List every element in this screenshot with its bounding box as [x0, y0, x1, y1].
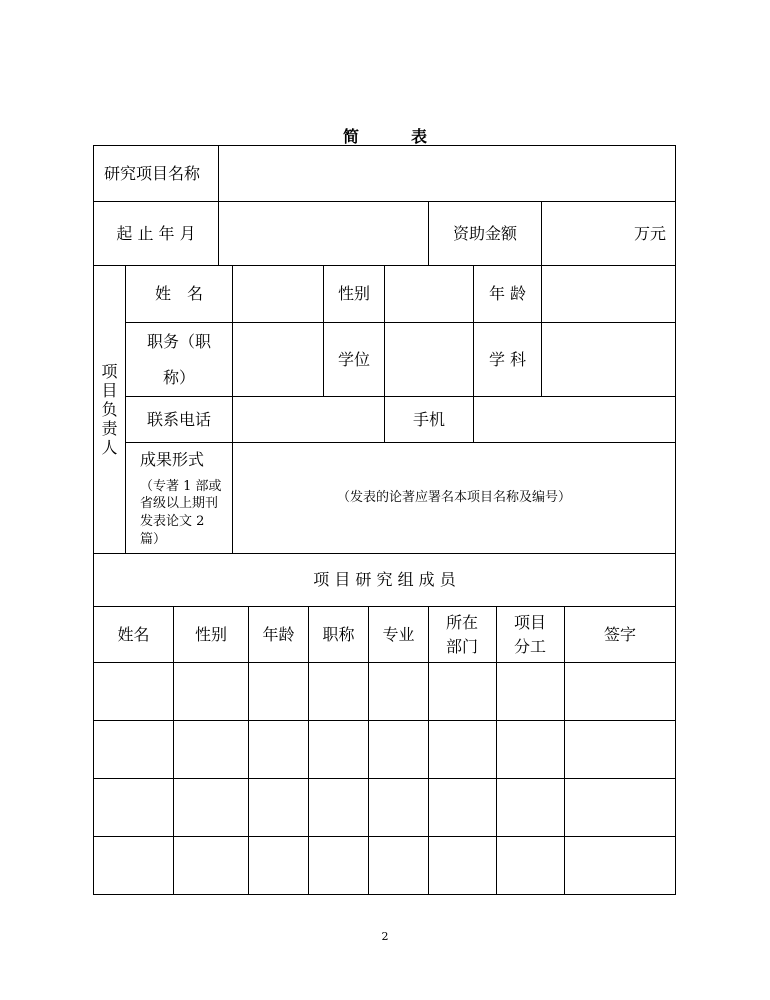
funding-field[interactable]: 万元 [633, 223, 666, 243]
results-label-cell [126, 443, 232, 553]
member-cell[interactable] [497, 837, 564, 894]
member-cell[interactable] [565, 663, 675, 720]
member-cell[interactable] [565, 779, 675, 836]
member-cell[interactable] [369, 663, 428, 720]
gender-label: 性别 [337, 284, 370, 303]
member-cell[interactable] [309, 663, 368, 720]
column-header-department: 所在部门 [445, 613, 478, 656]
position-label [126, 323, 232, 396]
member-cell[interactable] [429, 721, 496, 778]
member-cell[interactable] [497, 721, 564, 778]
degree-label: 学位 [337, 349, 370, 369]
member-cell[interactable] [94, 837, 173, 894]
project-name-label: 研究项目名称 [104, 163, 201, 183]
results-hint[interactable]: （发表的论著应署名本项目名称及编号） [336, 490, 571, 506]
discipline-field[interactable] [542, 323, 675, 396]
mobile-label: 手机 [412, 409, 445, 429]
column-header-name: 姓名 [117, 624, 150, 644]
position-label-line: 称） [162, 367, 195, 387]
discipline-label: 学 科 [488, 349, 527, 369]
member-cell[interactable] [174, 779, 248, 836]
age-label: 年 龄 [488, 284, 527, 303]
position-label-line: 职务（职 [146, 332, 211, 352]
leader-group-label [94, 266, 125, 553]
member-cell[interactable] [249, 663, 308, 720]
column-header-gender: 性别 [194, 624, 227, 644]
name-field[interactable] [233, 266, 323, 322]
column-header-major: 专业 [382, 624, 415, 644]
member-cell[interactable] [369, 721, 428, 778]
members-title: 项 目 研 究 组 成 员 [313, 570, 456, 589]
gender-field[interactable] [385, 266, 473, 322]
member-cell[interactable] [94, 721, 173, 778]
column-header-age: 年龄 [262, 624, 295, 644]
member-cell[interactable] [369, 837, 428, 894]
phone-field[interactable] [233, 397, 384, 442]
member-cell[interactable] [94, 663, 173, 720]
funding-label: 资助金额 [452, 223, 517, 243]
page-number: 2 [381, 930, 389, 943]
leader-label-char: 目 [101, 380, 118, 400]
member-cell[interactable] [497, 663, 564, 720]
leader-label-char: 人 [101, 438, 118, 458]
member-cell[interactable] [565, 721, 675, 778]
column-header-signature: 签字 [603, 624, 636, 644]
name-label: 姓 名 [154, 284, 203, 303]
results-note: （专著 1 部或省级以上期刊发表论文 2 篇） [140, 478, 222, 547]
age-field[interactable] [542, 266, 675, 322]
member-cell[interactable] [565, 837, 675, 894]
title-char: 简 [342, 127, 359, 146]
column-header-title: 职称 [322, 624, 355, 644]
leader-label-char: 负 [101, 399, 118, 419]
leader-label-char: 责 [101, 419, 118, 439]
leader-label-char: 项 [101, 361, 118, 381]
member-cell[interactable] [174, 663, 248, 720]
period-label: 起 止 年 月 [116, 223, 196, 243]
position-field[interactable] [233, 323, 323, 396]
member-cell[interactable] [429, 779, 496, 836]
member-cell[interactable] [309, 779, 368, 836]
project-name-field[interactable] [222, 146, 672, 201]
member-cell[interactable] [429, 663, 496, 720]
title-char: 表 [411, 127, 428, 146]
member-cell[interactable] [174, 721, 248, 778]
member-cell[interactable] [174, 837, 248, 894]
phone-label: 联系电话 [146, 409, 211, 429]
degree-field[interactable] [385, 323, 473, 396]
member-cell[interactable] [94, 779, 173, 836]
mobile-field[interactable] [474, 397, 675, 442]
member-cell[interactable] [249, 721, 308, 778]
member-cell[interactable] [309, 721, 368, 778]
member-cell[interactable] [429, 837, 496, 894]
member-cell[interactable] [497, 779, 564, 836]
column-header-role: 项目分工 [513, 613, 546, 656]
member-cell[interactable] [249, 837, 308, 894]
member-cell[interactable] [249, 779, 308, 836]
results-label: 成果形式 [140, 449, 205, 469]
member-cell[interactable] [309, 837, 368, 894]
period-field[interactable] [219, 202, 428, 265]
member-cell[interactable] [369, 779, 428, 836]
